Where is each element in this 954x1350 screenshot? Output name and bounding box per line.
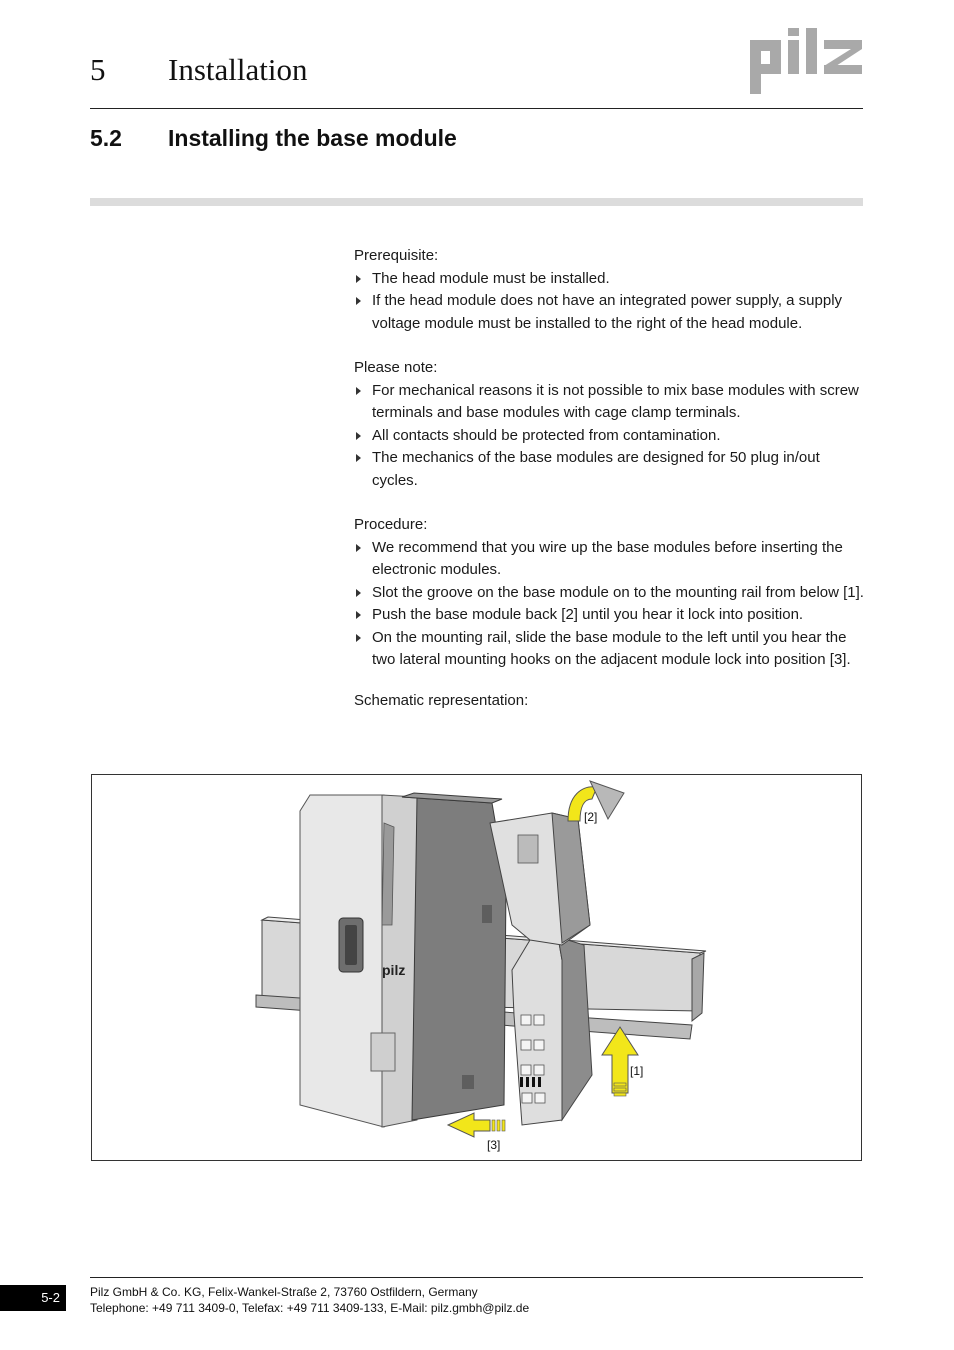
bullet-arrow-icon [356, 611, 361, 619]
bullet-arrow-icon [356, 634, 361, 642]
footer-address [90, 1284, 529, 1316]
list-item: If the head module does not have an integrated power supply, a supply voltage module must be installed to the right of the head module. [354, 290, 866, 335]
bullet-arrow-icon [356, 589, 361, 597]
header-rule [90, 108, 863, 109]
bullet-arrow-icon [356, 432, 361, 440]
up-arrow-icon [602, 1027, 638, 1096]
procedure-heading: Procedure: [354, 516, 428, 533]
note-list [354, 380, 866, 493]
section-divider-bar [90, 198, 863, 206]
bullet-arrow-icon [356, 387, 361, 395]
installation-illustration [92, 775, 863, 1162]
footer-line-2: Telephone: +49 711 3409-0, Telefax: +49 711 3409-133, E-Mail: pilz.gmbh@pilz.de [90, 1301, 530, 1315]
footer-line-1: Pilz GmbH & Co. KG, Felix-Wankel-Straße 2, 73760 Ostfildern, Germany [90, 1285, 478, 1299]
bullet-arrow-icon [356, 275, 361, 283]
left-arrow-icon [448, 1113, 505, 1137]
section-number: 5.2 [90, 125, 122, 151]
label-3: [3] [487, 1138, 501, 1152]
device-logo: pilz [382, 962, 406, 978]
note-heading: Please note: [354, 359, 438, 376]
list-item: On the mounting rail, slide the base module to the left until you hear the two lateral mounting hooks on the adjacent module lock into position [3]. [354, 627, 866, 672]
list-item: We recommend that you wire up the base modules before inserting the electronic modules. [354, 537, 866, 582]
pilz-logo [748, 28, 864, 94]
schematic-figure [91, 774, 862, 1161]
bullet-arrow-icon [356, 454, 361, 462]
list-item: The head module must be installed. [354, 268, 866, 291]
list-item: All contacts should be protected from contamination. [354, 425, 866, 448]
list-item: The mechanics of the base modules are designed for 50 plug in/out cycles. [354, 447, 866, 492]
footer-rule [90, 1277, 863, 1278]
prerequisite-list [354, 268, 866, 336]
schematic-heading: Schematic representation: [354, 691, 529, 709]
procedure-list [354, 537, 866, 672]
bullet-arrow-icon [356, 297, 361, 305]
chapter-title: Installation [168, 52, 308, 87]
page-number: 5-2 [0, 1285, 66, 1311]
section-title: Installing the base module [168, 125, 457, 151]
label-2: [2] [584, 810, 598, 824]
chapter-number: 5 [90, 52, 106, 87]
list-item: Push the base module back [2] until you hear it lock into position. [354, 604, 866, 627]
list-item: Slot the groove on the base module on to the mounting rail from below [1]. [354, 582, 866, 605]
label-1: [1] [630, 1064, 644, 1078]
list-item: For mechanical reasons it is not possible to mix base modules with screw terminals and base modules with cage clamp terminals. [354, 380, 866, 425]
bullet-arrow-icon [356, 544, 361, 552]
prerequisite-heading: Prerequisite: [354, 247, 439, 264]
body-content [354, 245, 866, 712]
